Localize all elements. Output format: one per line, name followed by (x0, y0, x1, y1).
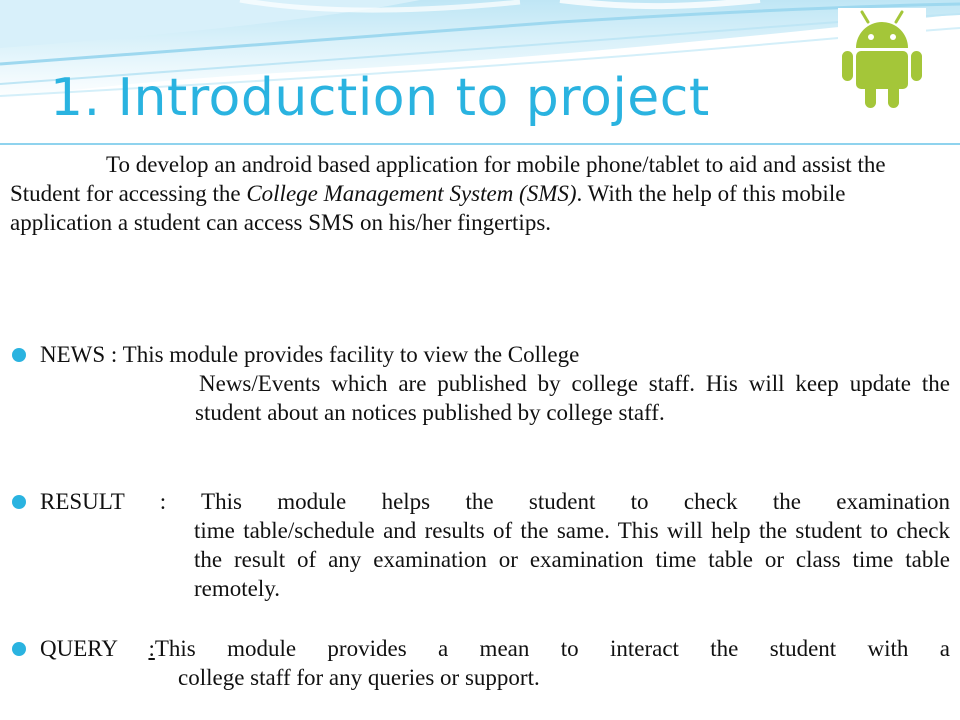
intro-text-part1: To develop an android based application for mobile phone/tablet to aid and assist the Student for accessing the (10, 152, 886, 206)
bullet-query-first-line: This module provides a mean to interact the student with a (154, 636, 950, 661)
android-logo (838, 8, 926, 112)
intro-italic-term: College Management System (SMS) (246, 181, 577, 206)
bullet-result-continuation: time table/schedule and results of the same. This will help the student to check the result of any examination or examination time table or class time table remotely. (194, 518, 950, 601)
title-divider (0, 143, 960, 145)
bullet-news (40, 340, 950, 427)
bullet-query-colon: : (148, 636, 155, 661)
bullet-news-first-line: This module provides facility to view the College (122, 342, 580, 367)
bullet-dot-news (12, 348, 26, 362)
intro-paragraph (10, 150, 930, 237)
bullet-news-continuation: News/Events which are published by college staff. His will keep update the student about an notices published by college staff. (195, 371, 950, 425)
bullet-query-heading-line (40, 634, 950, 663)
intro-text-part2: . With the help of this mobile application a student can access SMS on his/her fingertips. (10, 181, 846, 235)
bullet-dot-result (12, 495, 26, 509)
bullet-result (40, 487, 950, 603)
bullet-dot-query (12, 642, 26, 656)
android-robot-icon (838, 8, 926, 112)
bullet-result-first-line: This module helps the student to check the examination (201, 489, 950, 514)
bullet-result-label: RESULT : (40, 489, 202, 514)
bullet-query-label: QUERY (40, 636, 149, 661)
bullet-result-heading-line (40, 487, 950, 516)
bullet-news-label: NEWS : (40, 342, 123, 367)
slide-title: 1. Introduction to project (50, 68, 710, 128)
bullet-query-continuation: college staff for any queries or support. (178, 665, 540, 690)
bullet-query (40, 634, 950, 692)
